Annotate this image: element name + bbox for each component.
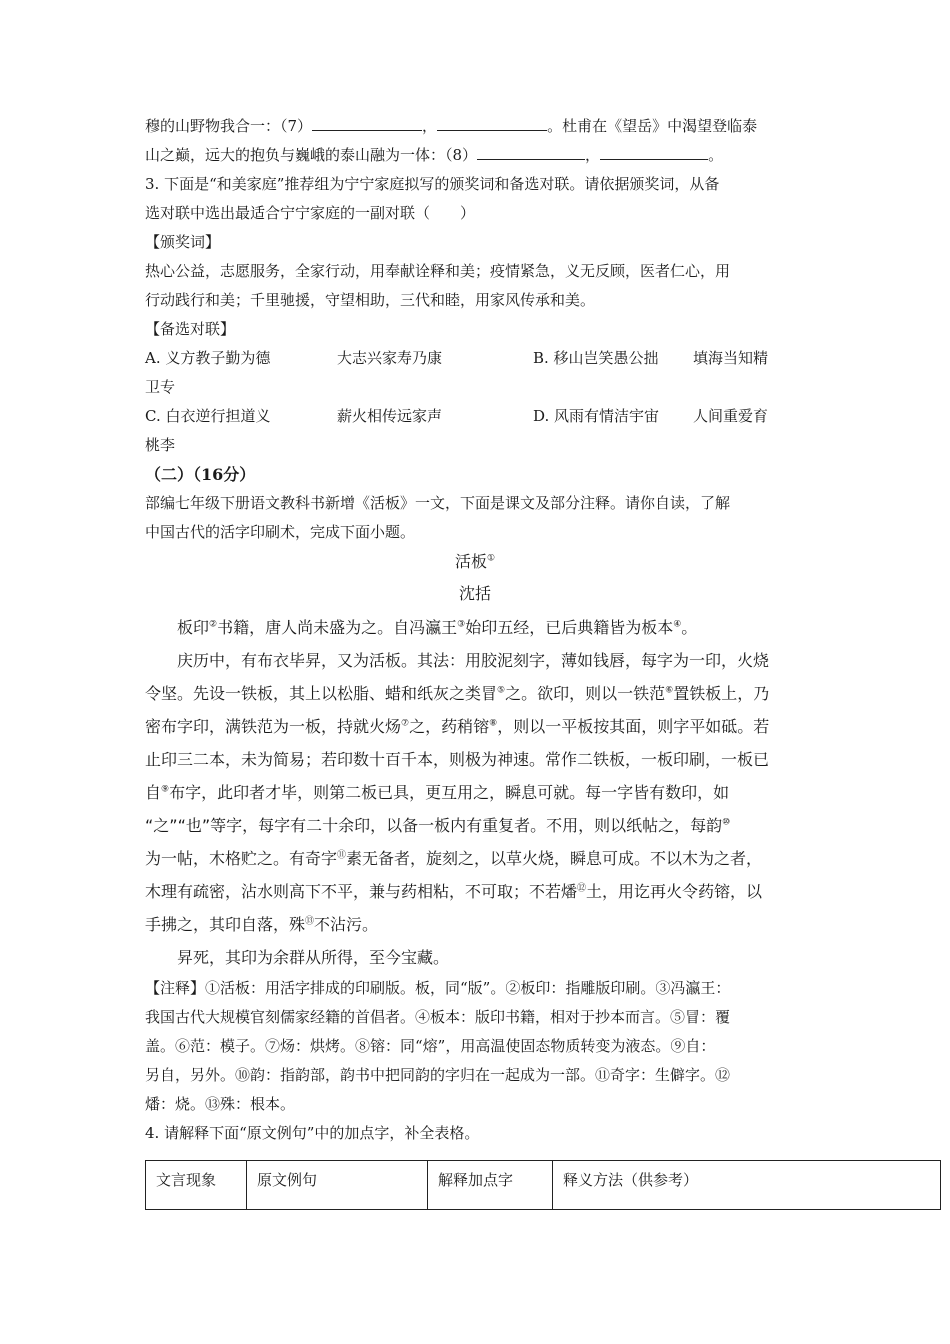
section2-intro-line1: 部编七年级下册语文教科书新增《活板》一文，下面是课文及部分注释。请你自读，了解 <box>145 494 731 512</box>
q2-line2: 山之巅，远大的抱负与巍峨的泰山融为一体：（8） ， 。 <box>145 146 724 164</box>
footnote-marker: ① <box>486 553 496 564</box>
article-para-2: 庆历中，有布衣毕昇，又为活板。其法：用胶泥刻字，薄如钱唇，每字为一印，火烧 令坚。先设一铁板，其上以松脂、蜡和纸灰之类冒⑤之。欲印，则以一铁范⑥置铁板上，乃 密布字印，满铁范为一板，持就火炀⑦之，药稍镕⑧，则以一平板按其面，则字平如砥。若 止印三二本，未为简易；若印数十百千本，则极为神速。常作二铁板，一板印刷，一板已 自⑨布字，此印者才毕，则第二板已具，更互用之，瞬息可就。每一字皆有数印，如 “之”“也”等字，每字有二十余印，以备一板内有重复者。不用，则以纸帖之，每韵⑩ 为一帖，木格贮之。有奇字⑪素无备者，旋刻之，以草火烧，瞬息可成。不以木为之者， 木理有疏密，沾水则高下不平，兼与药相粘，不可取；不若燔⑫土，用讫再火令药镕，以 手拂之，其印自落，殊⑬不沾污。 <box>145 651 770 934</box>
q2-line1: 穆的山野物我合一：（7） ， 。杜甫在《望岳》中渴望登临泰 <box>145 117 758 135</box>
option-row-cd <box>145 402 805 431</box>
option-d-upper[interactable]: D. 风雨有情洁宇宙 <box>533 407 660 425</box>
q3-stem-line2: 选对联中选出最适合宁宁家庭的一副对联（ ） <box>145 204 476 222</box>
article-para-3: 昇死，其印为余群从所得，至今宝藏。 <box>177 948 450 967</box>
q4-table <box>145 1160 941 1210</box>
blank-7a[interactable] <box>312 116 422 131</box>
option-d-lower-wrap: 桃李 <box>145 436 176 454</box>
page-content <box>145 112 805 1148</box>
section2-intro-line2: 中国古代的活字印刷术，完成下面小题。 <box>145 523 416 541</box>
option-c-lower: 薪火相传远家声 <box>337 407 443 425</box>
option-d-lower: 人间重爱育 <box>693 407 769 425</box>
option-row-ab <box>145 344 805 373</box>
notes-line1: 【注释】①活板：用活字排成的印刷版。板，同“版”。②板印：指雕版印刷。③冯瀛王： <box>145 979 731 997</box>
table-header-cell: 解释加点字 <box>428 1161 553 1210</box>
blank-7b[interactable] <box>437 116 547 131</box>
blank-8a[interactable] <box>477 145 585 160</box>
option-b-lower: 填海当知精 <box>693 349 769 367</box>
article-author: 沈括 <box>458 584 491 603</box>
table-header-cell: 释义方法（供参考） <box>553 1161 941 1210</box>
article-para-1: 板印②书籍，唐人尚未盛为之。自冯瀛王③始印五经，已后典籍皆为板本④。 <box>177 618 698 637</box>
option-b-upper[interactable]: B. 移山岂笑愚公拙 <box>533 349 659 367</box>
blank-8b[interactable] <box>600 145 708 160</box>
table-header-cell: 原文例句 <box>247 1161 428 1210</box>
award-heading: 【颁奖词】 <box>145 233 221 251</box>
option-b-lower-wrap: 卫专 <box>145 378 176 396</box>
q3-stem-line1: 3. 下面是“和美家庭”推荐组为宁宁家庭拟写的颁奖词和备选对联。请依据颁奖词，从备 <box>145 175 720 193</box>
couplet-heading: 【备选对联】 <box>145 320 236 338</box>
option-a-lower: 大志兴家寿乃康 <box>337 349 443 367</box>
notes-line2: 我国古代大规模官刻儒家经籍的首倡者。④板本：版印书籍，相对于抄本而言。⑤冒：覆 <box>145 1008 731 1026</box>
article-title: 活板① <box>454 552 496 571</box>
notes-line5: 燔：烧。⑬殊：根本。 <box>145 1095 296 1113</box>
award-line1: 热心公益，志愿服务，全家行动，用奉献诠释和美；疫情紧急，义无反顾，医者仁心，用 <box>145 262 731 280</box>
notes-line3: 盖。⑥范：模子。⑦炀：烘烤。⑧镕：同“熔”，用高温使固态物质转变为液态。⑨自： <box>145 1037 716 1055</box>
table-header-cell: 文言现象 <box>146 1161 247 1210</box>
notes-line4: 另自，另外。⑩韵：指韵部，韵书中把同韵的字归在一起成为一部。⑪奇字：生僻字。⑫ <box>145 1066 731 1084</box>
option-c-upper[interactable]: C. 白衣逆行担道义 <box>145 407 271 425</box>
award-line2: 行动践行和美；千里驰援，守望相助，三代和睦，用家风传承和美。 <box>145 291 596 309</box>
q4-stem: 4. 请解释下面“原文例句”中的加点字，补全表格。 <box>145 1124 480 1142</box>
section2-heading: （二）（16分） <box>145 465 256 484</box>
table-header-row <box>146 1161 941 1210</box>
option-a-upper[interactable]: A. 义方教子勤为德 <box>145 349 271 367</box>
